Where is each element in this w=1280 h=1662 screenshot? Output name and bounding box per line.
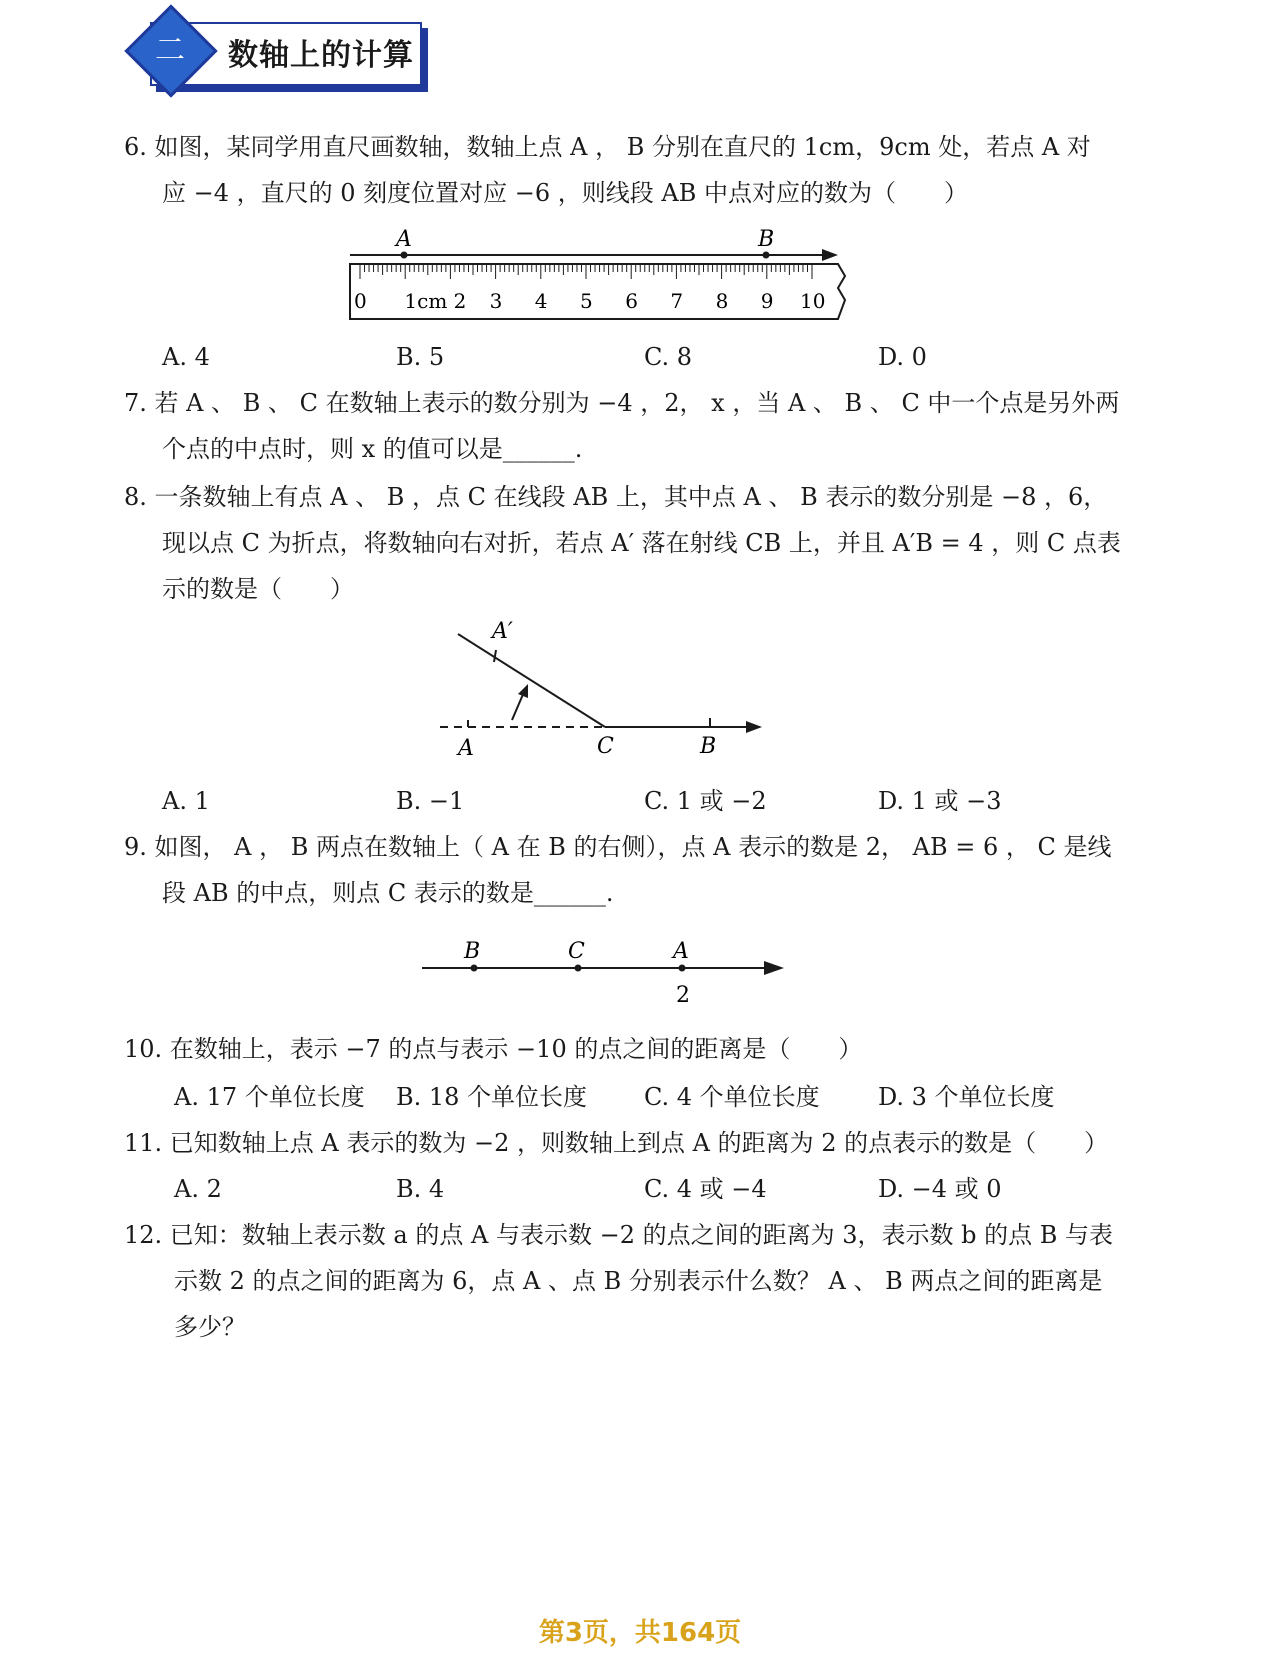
q8-arrow: [746, 721, 762, 733]
q11-option-c: C. 4 或 −4: [644, 1175, 767, 1203]
section-number: 二: [155, 33, 185, 68]
q6-text-line1: 6. 如图，某同学用直尺画数轴，数轴上点 A ， B 分别在直尺的 1cm，9cm 处，若点 A 对: [124, 133, 1091, 161]
q10-option-a: A. 17 个单位长度: [174, 1083, 365, 1111]
ruler-label: 7: [670, 289, 684, 313]
q7-text-line2: 个点的中点时，则 x 的值可以是______.: [162, 435, 583, 463]
q12-text-line1: 12. 已知：数轴上表示数 a 的点 A 与表示数 −2 的点之间的距离为 3，表示数 b 的点 B 与表: [124, 1221, 1114, 1249]
section-title: 数轴上的计算: [228, 38, 414, 73]
q11-option-a: A. 2: [174, 1175, 222, 1203]
q6-point-a: [401, 252, 408, 259]
q11-option-d: D. −4 或 0: [878, 1175, 1002, 1203]
ruler-label: 1cm 2: [404, 289, 467, 313]
q10-option-c: C. 4 个单位长度: [644, 1083, 820, 1111]
q9-text-line2: 段 AB 的中点，则点 C 表示的数是______.: [162, 879, 614, 907]
q6-label-b: B: [758, 227, 775, 252]
q8-fold-arrowhead: [518, 684, 528, 698]
ruler-label: 10: [800, 289, 826, 313]
q9-label-c: C: [568, 939, 585, 964]
q11-option-b: B. 4: [396, 1175, 445, 1203]
q8-tick-a-prime: [494, 650, 496, 662]
q6-option-c: C. 8: [644, 343, 693, 371]
q12-text-line2: 示数 2 的点之间的距离为 6，点 A 、点 B 分别表示什么数？ A 、 B 两点之间的距离是: [174, 1267, 1103, 1295]
q9-arrow: [764, 961, 784, 975]
q9-number-line-figure: [410, 932, 800, 1012]
q9-value-a: 2: [676, 983, 690, 1008]
ruler-label: 3: [489, 289, 503, 313]
q8-text-line2: 现以点 C 为折点，将数轴向右对折，若点 A′ 落在射线 CB 上，并且 A′B = 4 ，则 C 点表: [162, 529, 1121, 557]
q6-text-line2: 应 −4 ，直尺的 0 刻度位置对应 −6 ，则线段 AB 中点对应的数为（ ）: [162, 179, 969, 207]
q8-folded-ray: [458, 634, 605, 727]
q10-text-line1: 10. 在数轴上，表示 −7 的点与表示 −10 的点之间的距离是（ ）: [124, 1035, 863, 1063]
q11-text-line1: 11. 已知数轴上点 A 表示的数为 −2 ，则数轴上到点 A 的距离为 2 的点表示的数是（ ）: [124, 1129, 1109, 1157]
q8-fold-figure: [420, 612, 780, 772]
q7-text-line1: 7. 若 A 、 B 、 C 在数轴上表示的数分别为 −4 ，2， x ，当 A 、 B 、 C 中一个点是另外两: [124, 389, 1120, 417]
q6-point-b: [763, 252, 770, 259]
q6-option-a: A. 4: [162, 343, 210, 371]
q8-label-a-prime: A′: [492, 619, 513, 644]
q9-label-b: B: [464, 939, 481, 964]
q8-text-line3: 示的数是（ ）: [162, 575, 354, 603]
ruler-label: 0: [354, 289, 367, 313]
q8-option-a: A. 1: [162, 787, 210, 815]
q6-arrow: [822, 249, 838, 261]
q8-option-b: B. −1: [396, 787, 465, 815]
q8-label-b: B: [700, 734, 717, 759]
q6-ruler-figure: [340, 222, 870, 327]
q8-text-line1: 8. 一条数轴上有点 A 、 B ，点 C 在线段 AB 上，其中点 A 、 B 表示的数分别是 −8 ，6，: [124, 483, 1108, 511]
ruler-label: 9: [760, 289, 774, 313]
ruler-label: 4: [534, 289, 548, 313]
ruler-label: 5: [580, 289, 593, 313]
q6-option-b: B. 5: [396, 343, 445, 371]
q8-fold-arrow: [512, 692, 524, 720]
ruler-label: 6: [625, 289, 638, 313]
q9-point-c: [575, 965, 582, 972]
q8-label-c: C: [597, 734, 614, 759]
q10-option-d: D. 3 个单位长度: [878, 1083, 1055, 1111]
page-indicator: 第3页，共164页: [538, 1618, 742, 1648]
q9-text-line1: 9. 如图， A ， B 两点在数轴上（ A 在 B 的右侧），点 A 表示的数是 2， AB = 6 ， C 是线: [124, 833, 1112, 861]
q9-point-b: [471, 965, 478, 972]
q8-option-c: C. 1 或 −2: [644, 787, 767, 815]
q6-option-d: D. 0: [878, 343, 927, 371]
q9-label-a: A: [673, 939, 689, 964]
ruler-label: 8: [715, 289, 729, 313]
q8-option-d: D. 1 或 −3: [878, 787, 1002, 815]
q6-label-a: A: [396, 227, 412, 252]
q10-option-b: B. 18 个单位长度: [396, 1083, 588, 1111]
q9-point-a: [679, 965, 686, 972]
q8-label-a: A: [458, 736, 474, 761]
q12-text-line3: 多少？: [174, 1313, 246, 1341]
